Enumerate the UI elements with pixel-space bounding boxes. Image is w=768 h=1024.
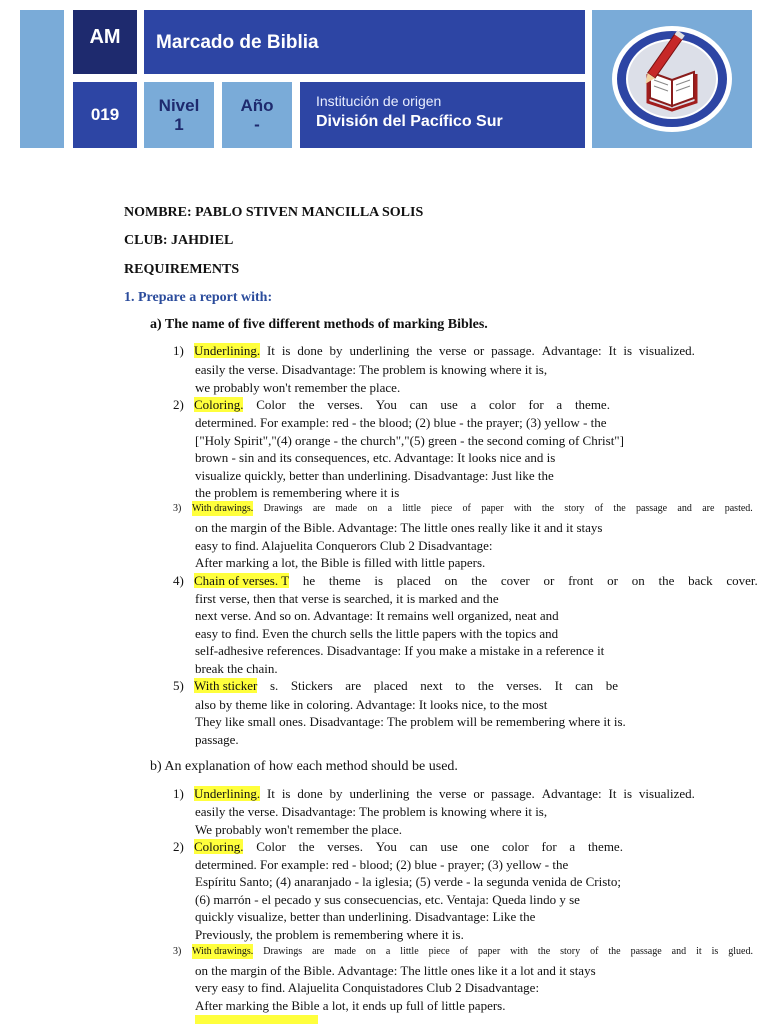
a-item-first-line: [194, 573, 758, 588]
b-word: passage.: [491, 786, 535, 801]
a-item-text-line: also by theme like in coloring. Advantage: It looks nice, to the most: [195, 697, 548, 712]
b-word: for: [541, 839, 557, 854]
b-item-text-line: very easy to find. Alajuelita Conquistadores Club 2 Disadvantage:: [195, 980, 540, 995]
a-item-number: 2): [173, 397, 184, 412]
ano-label: Año: [240, 96, 274, 115]
a-item-text-line: visualize quickly, better than underlining. Disadvantage: Just like the: [195, 468, 554, 483]
a-word: visualized.: [638, 343, 695, 358]
student-name: NOMBRE: PABLO STIVEN MANCILLA SOLIS: [124, 205, 424, 220]
nivel-label: Nivel: [158, 96, 200, 115]
a-word: passage.: [491, 343, 535, 358]
a-word: the: [471, 573, 488, 588]
header-institution-box: [300, 82, 585, 148]
b-item-text-line: Previously, the problem is remembering where it is.: [195, 927, 464, 942]
b-item-text-line: easily the verse. Disadvantage: The problem is knowing where it is,: [195, 804, 548, 819]
highlight-fragment: [195, 1015, 318, 1024]
a-word: made: [335, 503, 358, 514]
b-item-text-line: After marking the Bible a lot, it ends up full of little papers.: [195, 998, 506, 1013]
a-word: and: [677, 503, 692, 514]
header-band-left: [20, 10, 64, 148]
b-word: with: [510, 946, 528, 957]
a-word: a: [556, 397, 563, 412]
b-word: a: [385, 946, 391, 957]
a-word: verses.: [327, 397, 363, 412]
a-word: or: [607, 573, 618, 588]
b-item-number: 2): [173, 839, 184, 854]
a-item-number: 3): [173, 503, 182, 514]
b-word: paper: [477, 946, 501, 957]
institution-value: División del Pacífico Sur: [316, 113, 503, 130]
header-code-box: [73, 82, 137, 148]
a-word: is: [374, 573, 384, 588]
b-word: the: [416, 786, 433, 801]
a-word: theme: [328, 573, 361, 588]
a-word: placed: [373, 678, 408, 693]
a-item-text-line: break the chain.: [195, 661, 278, 676]
b-word: the: [608, 946, 621, 957]
a-word: the: [658, 573, 675, 588]
a-word: underlining: [349, 343, 410, 358]
b-word: a: [569, 839, 576, 854]
header-band-gap: [585, 10, 592, 148]
requirement-1-heading: 1. Prepare a report with:: [124, 290, 273, 305]
b-word: It: [266, 786, 275, 801]
a-word: It: [554, 678, 563, 693]
a-method-name: With drawings.: [192, 503, 254, 514]
section-b-title: b) An explanation of how each method should be used.: [150, 759, 458, 774]
a-item-text-line: self-adhesive references. Disadvantage: If you make a mistake in a reference it: [195, 643, 605, 658]
a-word: by: [329, 343, 343, 358]
a-item-number: 1): [173, 343, 184, 358]
a-item-text-line: After marking a lot, the Bible is filled with little papers.: [195, 555, 486, 570]
b-method-name: With drawings.: [192, 946, 254, 957]
b-item-text-line: We probably won't remember the place.: [195, 822, 403, 837]
b-word: piece: [428, 946, 450, 957]
page-title: Marcado de Biblia: [156, 32, 319, 53]
a-word: on: [444, 573, 458, 588]
b-word: Drawings: [263, 946, 303, 957]
b-word: is: [281, 786, 291, 801]
a-word: or: [543, 573, 555, 588]
a-word: the: [541, 503, 555, 514]
a-word: next: [420, 678, 443, 693]
b-word: little: [400, 946, 419, 957]
a-word: can: [409, 397, 428, 412]
am-label: AM: [89, 26, 121, 48]
a-word: It: [608, 343, 617, 358]
a-item-text-line: the problem is remembering where it is: [195, 485, 400, 500]
a-word: can: [575, 678, 594, 693]
bible-marking-patch-icon: [592, 10, 752, 148]
a-word: a: [470, 397, 477, 412]
a-word: placed: [396, 573, 431, 588]
b-item-number: 3): [173, 946, 182, 957]
a-word: the: [613, 503, 626, 514]
a-word: or: [473, 343, 485, 358]
code-label: 019: [90, 105, 120, 124]
b-word: You: [375, 839, 397, 854]
b-item-text-line: determined. For example: red - blood; (2) blue - prayer; (3) yellow - the: [195, 857, 569, 872]
a-word: is: [623, 343, 633, 358]
a-item-text-line: determined. For example: red - the blood; (2) blue - the prayer; (3) yellow - the: [195, 415, 607, 430]
a-word: You: [375, 397, 397, 412]
page-title-box: [144, 10, 585, 74]
a-word: piece: [431, 503, 453, 514]
a-item-number: 4): [173, 573, 184, 588]
b-word: the: [298, 839, 315, 854]
b-word: passage: [630, 946, 662, 957]
a-word: It: [266, 343, 275, 358]
section-a-title: a) The name of five different methods of marking Bibles.: [150, 317, 488, 332]
a-word: done: [297, 343, 323, 358]
a-word: are: [702, 503, 715, 514]
a-word: the: [298, 397, 315, 412]
a-word: Color: [256, 397, 286, 412]
b-word: It: [608, 786, 617, 801]
b-item-text-line: Espíritu Santo; (4) anaranjado - la iglesia; (5) verde - la segunda venida de Cristo;: [195, 874, 621, 889]
b-word: the: [537, 946, 551, 957]
a-word: with: [513, 503, 532, 514]
b-word: and: [671, 946, 687, 957]
header-nivel-box: [144, 82, 214, 148]
b-word: made: [334, 946, 356, 957]
a-word: for: [528, 397, 544, 412]
a-method-name: Underlining.: [194, 343, 261, 358]
b-word: color: [502, 839, 529, 854]
a-word: s.: [269, 678, 279, 693]
b-item-number: 1): [173, 786, 184, 801]
b-word: visualized.: [638, 786, 695, 801]
a-method-name: Chain of verses. T: [194, 573, 290, 588]
a-item-text-line: passage.: [195, 732, 239, 747]
a-word: on: [631, 573, 645, 588]
b-item-first-line: [194, 786, 695, 801]
b-word: story: [560, 946, 581, 957]
a-word: story: [564, 503, 585, 514]
a-word: passage: [635, 503, 668, 514]
a-item-text-line: easily the verse. Disadvantage: The problem is knowing where it is,: [195, 362, 548, 377]
a-word: paper: [481, 503, 504, 514]
b-item-text-line: on the margin of the Bible. Advantage: The little ones like it a lot and it stays: [195, 963, 596, 978]
b-item-first-line: [194, 839, 623, 854]
a-word: verses.: [506, 678, 543, 693]
ano-value: -: [254, 115, 260, 134]
a-item-text-line: we probably won't remember the place.: [195, 380, 401, 395]
a-word: the: [416, 343, 433, 358]
a-word: he: [302, 573, 316, 588]
b-word: one: [470, 839, 490, 854]
a-word: are: [345, 678, 362, 693]
b-word: by: [329, 786, 343, 801]
b-word: it: [696, 946, 702, 957]
a-method-name: With sticker: [194, 678, 258, 693]
a-item-number: 5): [173, 678, 184, 693]
b-word: are: [312, 946, 325, 957]
a-item-text-line: on the margin of the Bible. Advantage: The little ones really like it and it stays: [195, 520, 603, 535]
a-word: the: [477, 678, 494, 693]
requirements-heading: REQUIREMENTS: [124, 262, 240, 277]
b-item-text-line: (6) marrón - el pecado y sus consecuencias, etc. Ventaja: Queda lindo y se: [195, 892, 580, 907]
a-word: back: [688, 573, 713, 588]
a-word: Advantage:: [541, 343, 602, 358]
b-word: verses.: [327, 839, 363, 854]
b-word: Color: [256, 839, 286, 854]
b-word: use: [440, 839, 458, 854]
nivel-value: 1: [174, 115, 184, 134]
a-item-text-line: ["Holy Spirit","(4) orange - the church","(5) green - the second coming of Christ"]: [195, 433, 624, 448]
b-word: of: [590, 946, 599, 957]
b-word: is: [711, 946, 719, 957]
b-word: done: [297, 786, 323, 801]
b-word: of: [459, 946, 469, 957]
b-word: is: [623, 786, 633, 801]
a-item-first-line: [192, 501, 753, 516]
a-item-text-line: next verse. And so on. Advantage: It remains well organized, neat and: [195, 608, 559, 623]
a-item-text-line: They like small ones. Disadvantage: The problem will be remembering where it is.: [195, 714, 626, 729]
a-word: are: [312, 503, 326, 514]
a-word: of: [594, 503, 604, 514]
a-word: verse: [439, 343, 467, 358]
a-item-text-line: first verse, then that verse is searched, it is marked and the: [195, 591, 499, 606]
a-word: of: [462, 503, 471, 514]
b-item-first-line: [192, 944, 753, 959]
a-item-first-line: [194, 343, 695, 358]
b-word: or: [473, 786, 485, 801]
a-item-text-line: brown - sin and its consequences, etc. Advantage: It looks nice and is: [195, 450, 556, 465]
b-method-name: Underlining.: [194, 786, 261, 801]
a-word: is: [281, 343, 291, 358]
logo-panel: [592, 10, 752, 148]
a-item-first-line: [194, 397, 610, 412]
a-item-first-line: [194, 678, 618, 693]
a-word: theme.: [574, 397, 610, 412]
club-name: CLUB: JAHDIEL: [124, 233, 234, 248]
a-word: color: [489, 397, 516, 412]
a-word: cover: [500, 573, 530, 588]
a-item-text-line: easy to find. Alajuelita Conquerors Club 2 Disadvantage:: [195, 538, 493, 553]
a-item-text-line: easy to find. Even the church sells the little papers with the topics and: [195, 626, 559, 641]
header-am-box: [73, 10, 137, 74]
b-word: Advantage:: [541, 786, 602, 801]
header-ano-box: [222, 82, 292, 148]
b-word: glued.: [728, 946, 753, 957]
a-word: on: [367, 503, 378, 514]
b-word: can: [409, 839, 428, 854]
a-word: little: [402, 503, 421, 514]
b-word: on: [365, 946, 376, 957]
a-word: a: [387, 503, 393, 514]
a-word: cover.: [726, 573, 758, 588]
a-word: to: [455, 678, 466, 693]
a-word: be: [605, 678, 618, 693]
b-word: underlining: [349, 786, 410, 801]
a-method-name: Coloring.: [194, 397, 244, 412]
a-word: use: [440, 397, 458, 412]
a-word: pasted.: [724, 503, 753, 514]
b-item-text-line: quickly visualize, better than underlining. Disadvantage: Like the: [195, 909, 536, 924]
institution-label: Institución de origen: [316, 93, 442, 109]
b-method-name: Coloring.: [194, 839, 244, 854]
a-word: Drawings: [263, 503, 303, 514]
a-word: front: [568, 573, 594, 588]
a-word: Stickers: [290, 678, 333, 693]
b-word: verse: [439, 786, 467, 801]
b-word: theme.: [587, 839, 623, 854]
